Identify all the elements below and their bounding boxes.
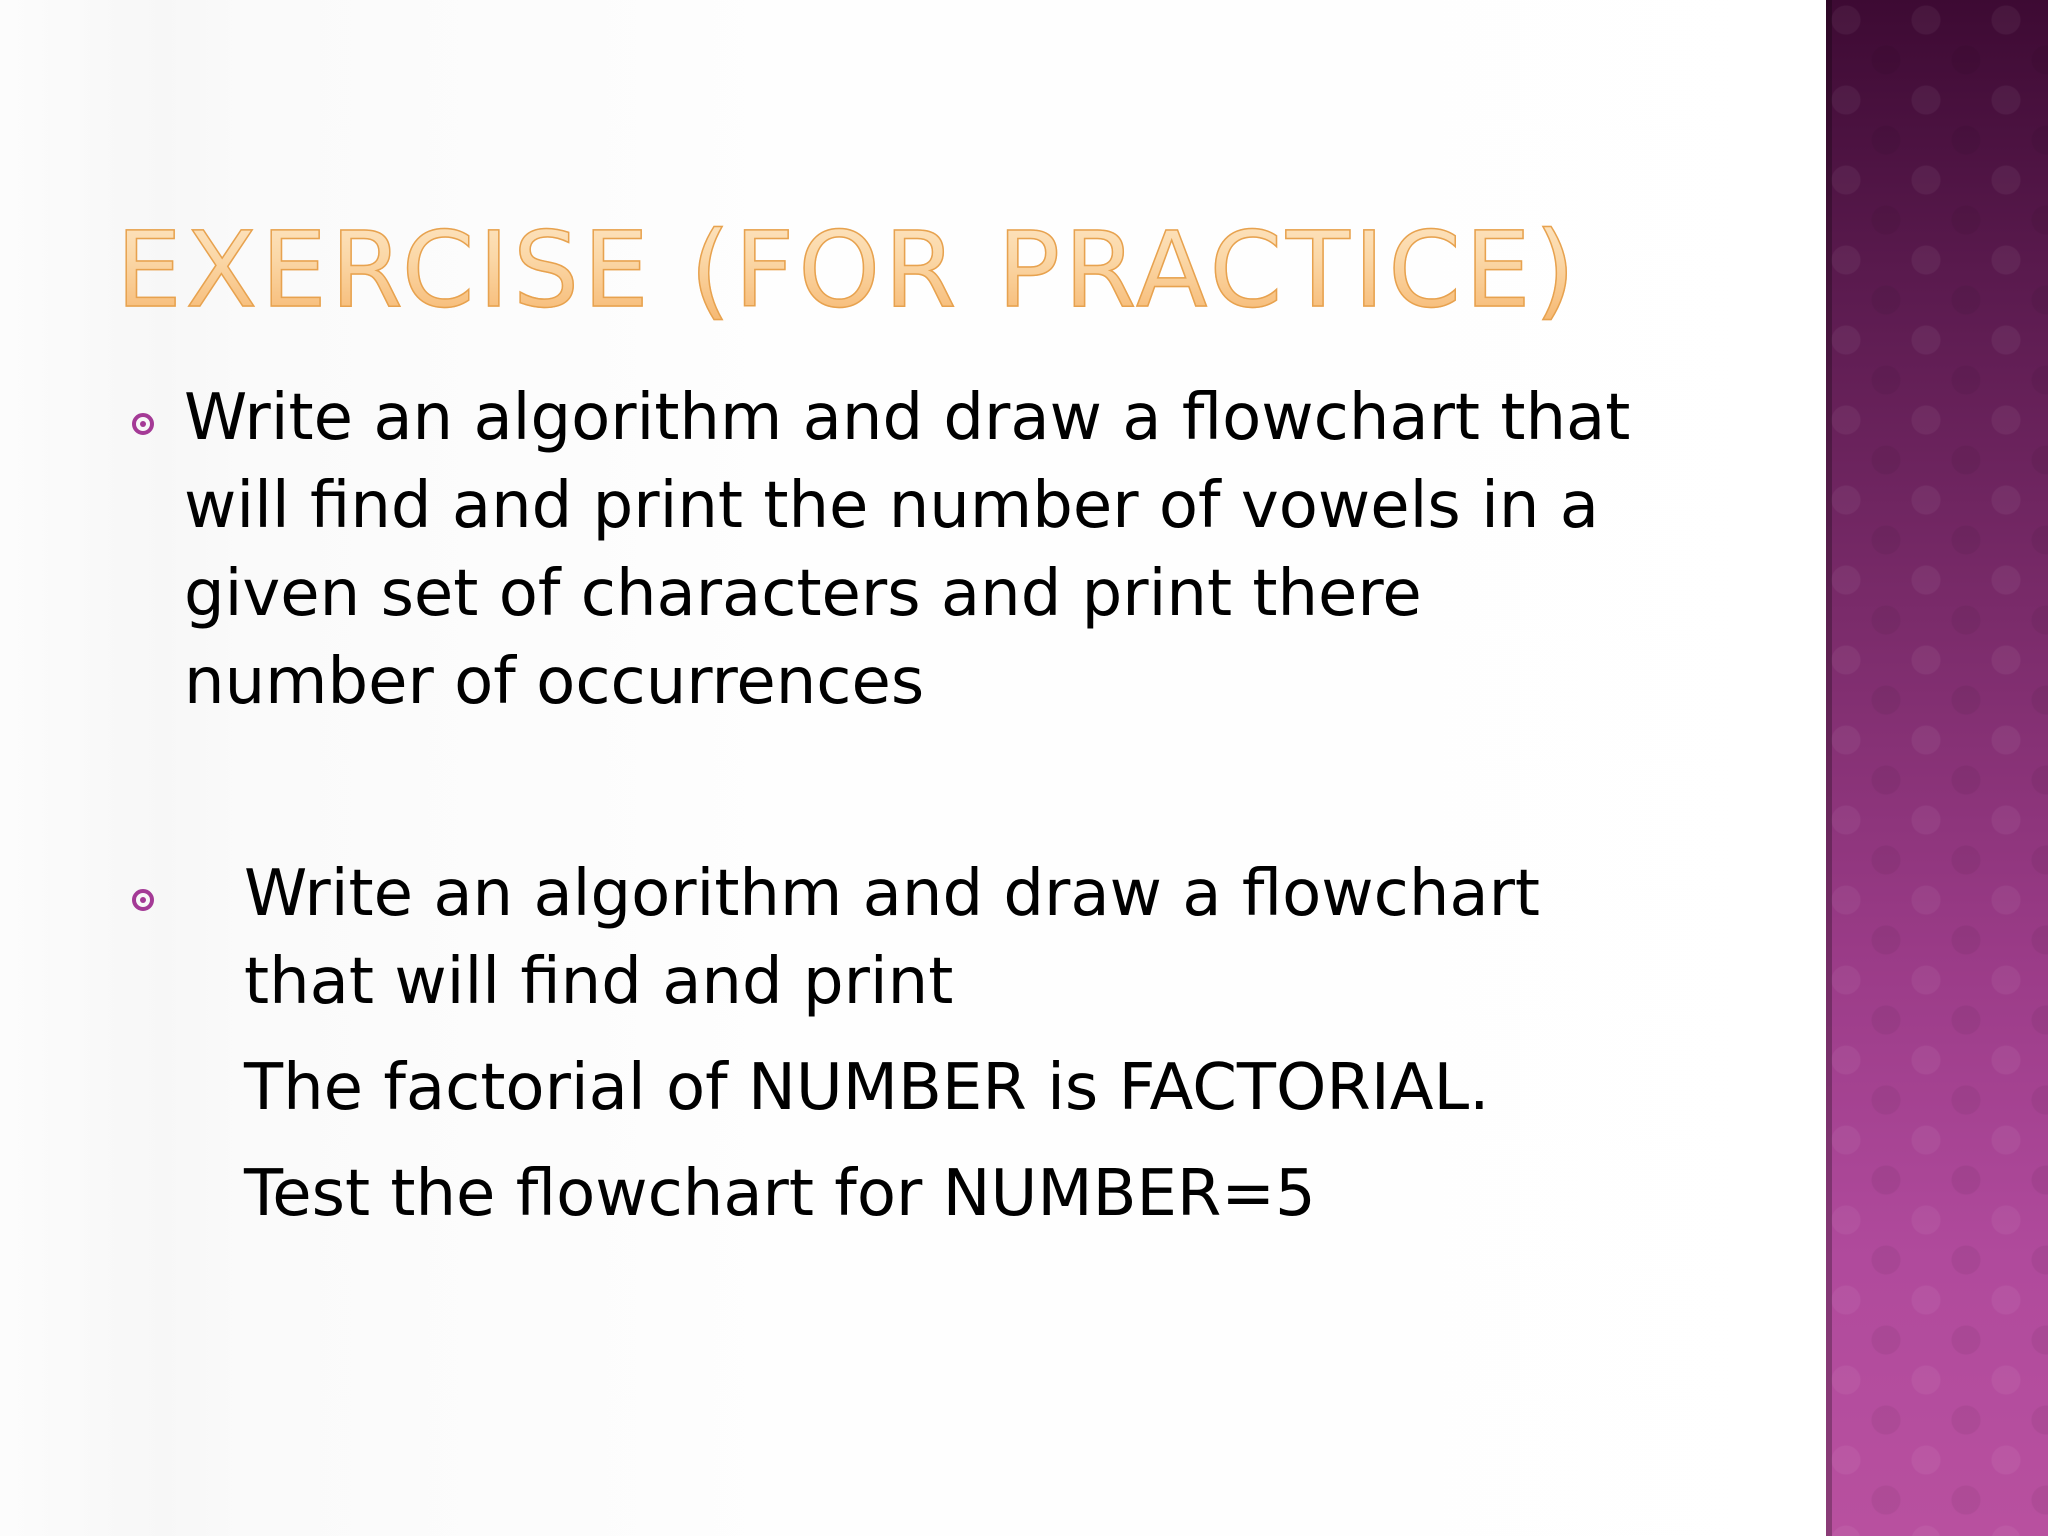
bullet-text-2: [244, 850, 1784, 1238]
slide-title: EXERCISE (FOR PRACTICE): [116, 205, 1579, 335]
bullet-icon: [132, 889, 154, 911]
bullet-2-line-1: Write an algorithm and draw a flowchart: [244, 857, 1540, 931]
decorative-side-band: [1826, 0, 2048, 1536]
bullet-icon: [132, 413, 154, 435]
bullet-1-line-2: will find and print the number of vowels in a: [184, 469, 1599, 543]
bullet-text-1: [184, 374, 1744, 726]
bullet-2-line-2: that will find and print: [244, 945, 954, 1019]
bullet-1-line-4: number of occurrences: [184, 645, 925, 719]
bullet-1-line-1: Write an algorithm and draw a flowchart that: [184, 381, 1631, 455]
bullet-2-sub-line-1: The factorial of NUMBER is FACTORIAL.: [244, 1051, 1490, 1125]
bullet-2-sub-line-2: Test the flowchart for NUMBER=5: [244, 1157, 1316, 1231]
bullet-1-line-3: given set of characters and print there: [184, 557, 1422, 631]
